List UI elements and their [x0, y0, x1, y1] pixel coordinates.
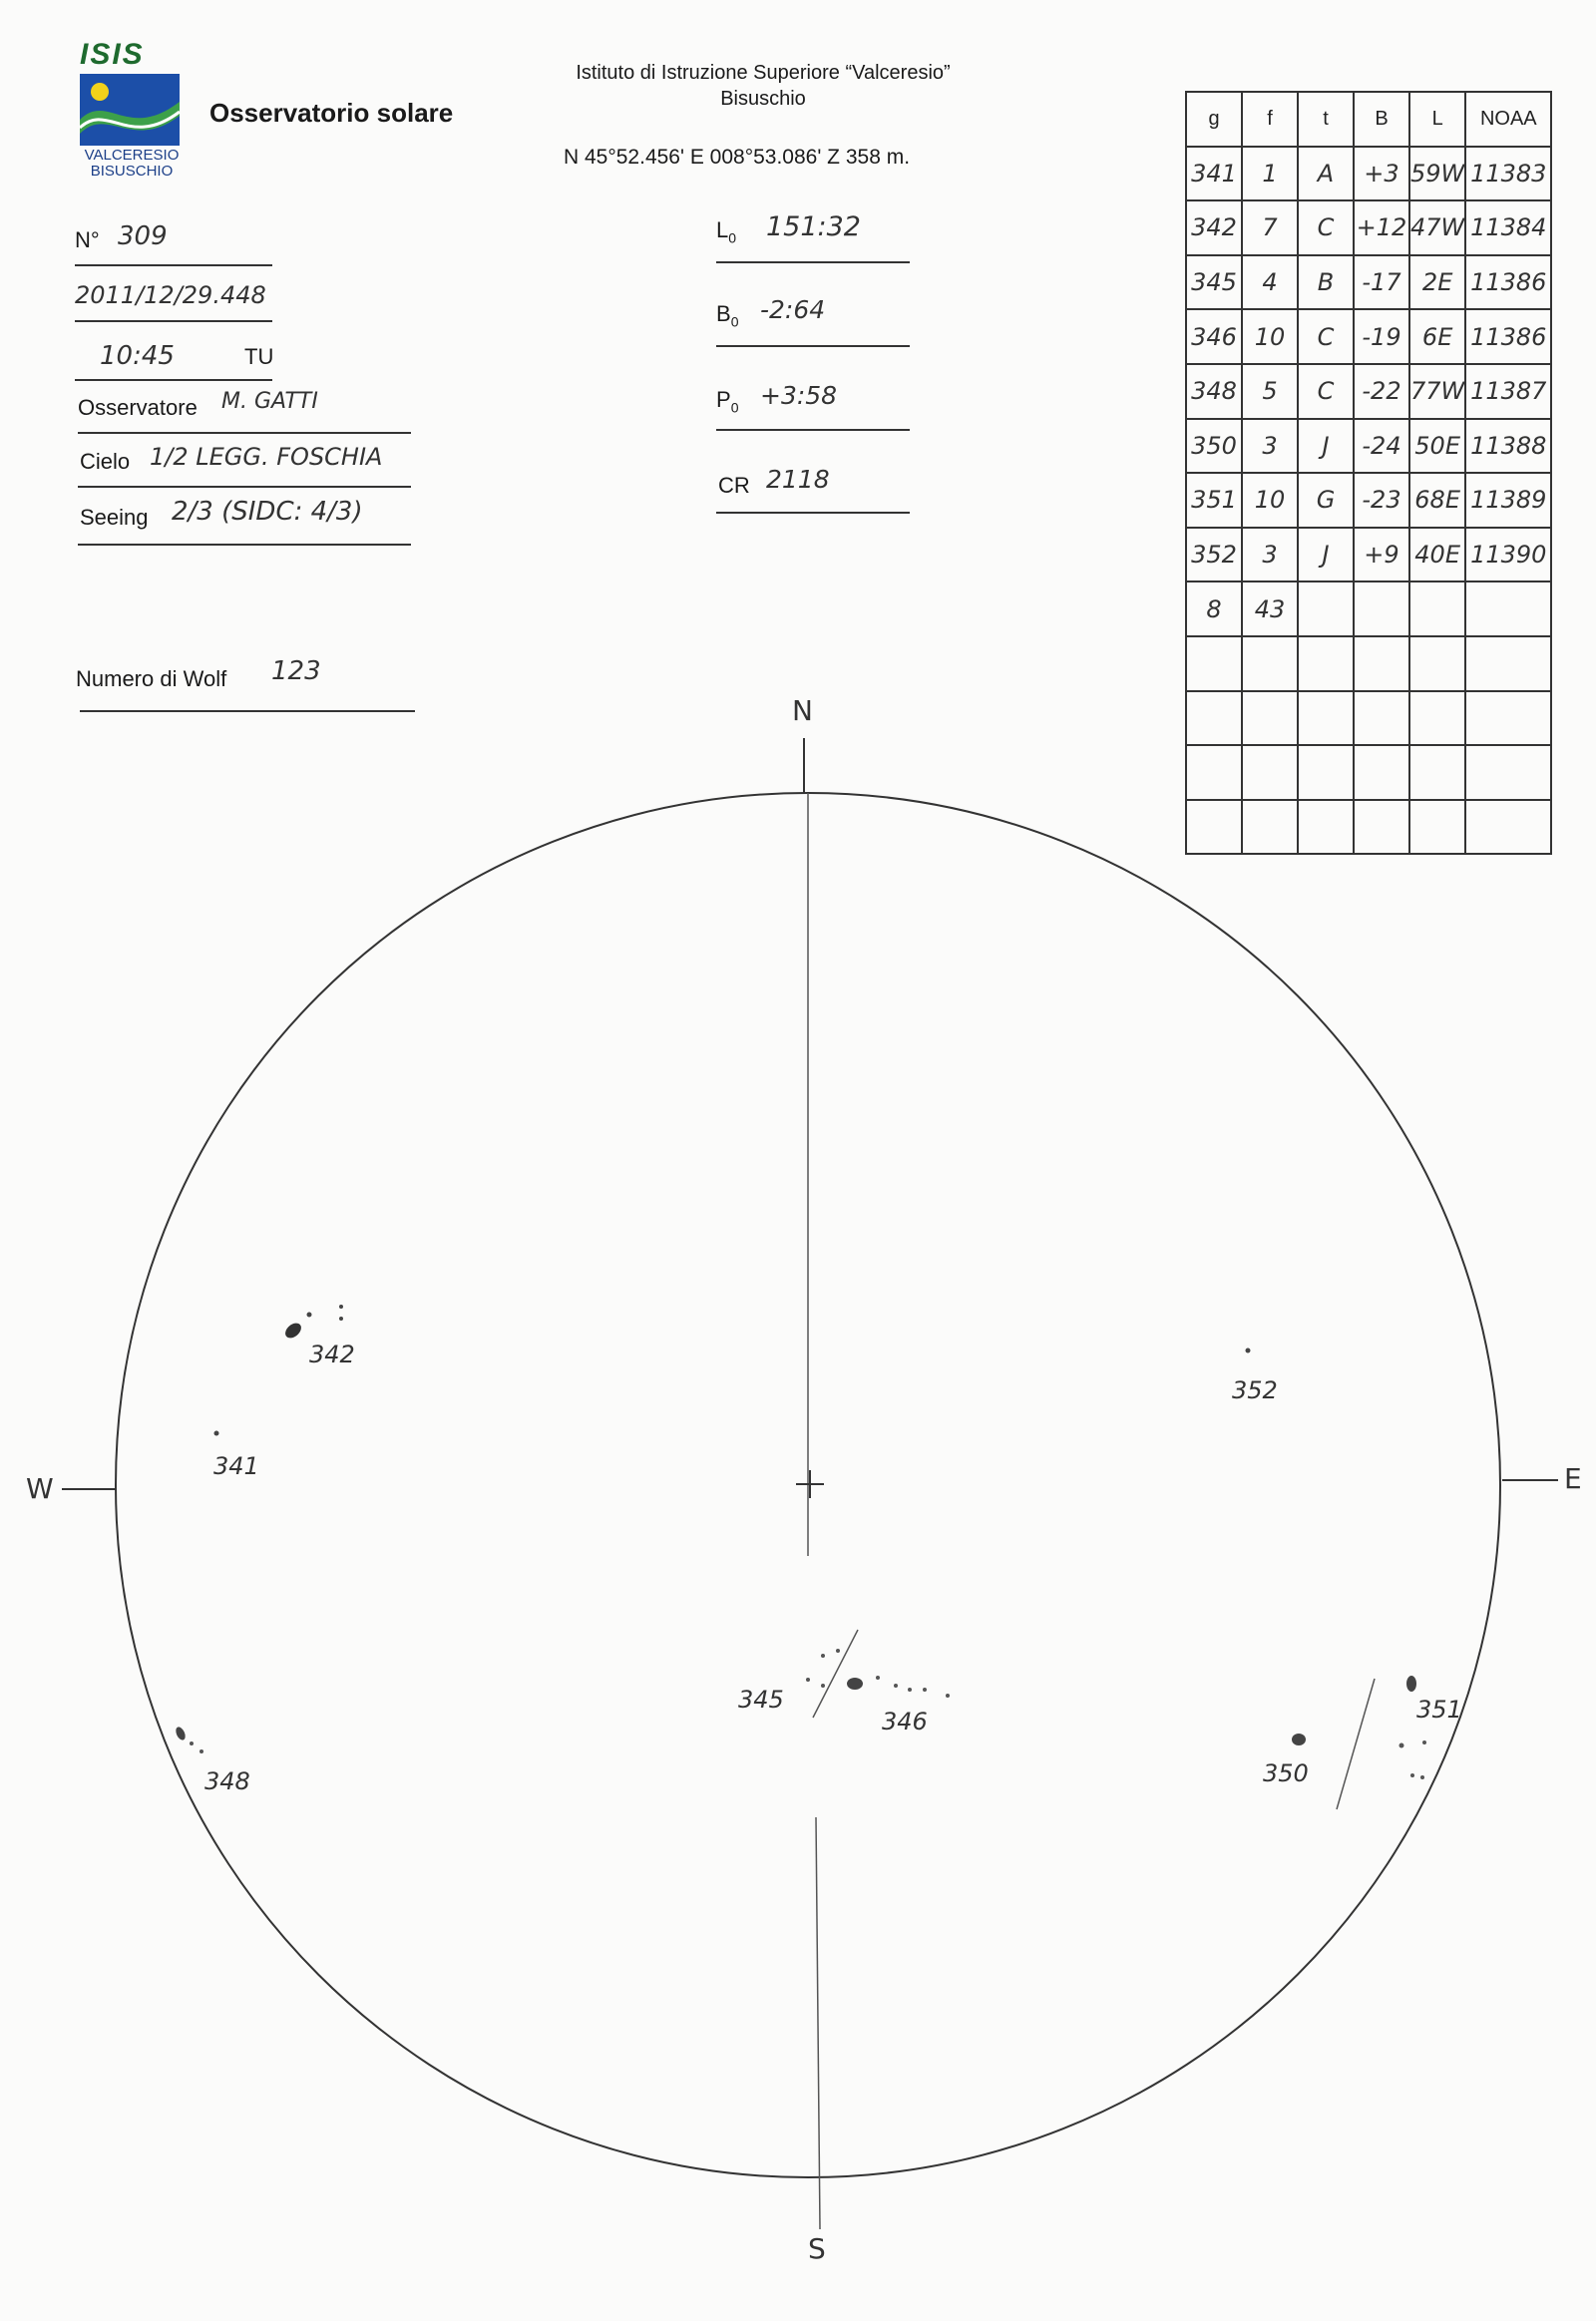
- sunspot-345-p4: [821, 1684, 825, 1688]
- col-header-l: L: [1409, 92, 1465, 147]
- cell-t: C: [1298, 364, 1354, 419]
- sunspot-351-p4: [1420, 1775, 1424, 1779]
- group-label-350: 350: [1263, 1759, 1309, 1787]
- seeing-value: 2/3 (SIDC: 4/3): [172, 497, 363, 527]
- cell-b: +9: [1354, 528, 1409, 582]
- north-label: N: [792, 694, 813, 727]
- group-label-346: 346: [882, 1708, 928, 1736]
- time-value: 10:45: [100, 341, 175, 371]
- sunspot-350: [1292, 1734, 1306, 1745]
- col-header-g: g: [1186, 92, 1242, 147]
- sky-value: 1/2 LEGG. FOSCHIA: [150, 443, 383, 471]
- cell-f: 10: [1242, 473, 1298, 528]
- sunspot-346-p1: [876, 1676, 880, 1680]
- institute-line1: Istituto di Istruzione Superiore “Valceresio”: [576, 62, 951, 84]
- sunspot-345-p3: [806, 1678, 810, 1682]
- cell-t: B: [1298, 255, 1354, 310]
- south-axis: [816, 1817, 820, 2229]
- cell-l: 59W: [1409, 147, 1465, 201]
- sunspot-352: [1246, 1349, 1251, 1354]
- wolf-label: Numero di Wolf: [76, 666, 227, 691]
- sunspot-351-p2: [1422, 1741, 1426, 1744]
- col-header-f: f: [1242, 92, 1298, 147]
- group-label-341: 341: [213, 1452, 259, 1480]
- west-label: W: [26, 1472, 54, 1505]
- cell-t: J: [1298, 528, 1354, 582]
- b0-value: -2:64: [760, 295, 826, 324]
- cell-g: 342: [1186, 200, 1242, 255]
- cell-l: 6E: [1409, 309, 1465, 364]
- cell-b: -22: [1354, 364, 1409, 419]
- group-label-352: 352: [1232, 1376, 1278, 1404]
- cell-l: 47W: [1409, 200, 1465, 255]
- group-label-348: 348: [204, 1767, 250, 1795]
- cell-g: 346: [1186, 309, 1242, 364]
- cell-b: +3: [1354, 147, 1409, 201]
- institute-line2: Bisuschio: [720, 88, 806, 110]
- cell-g: 351: [1186, 473, 1242, 528]
- cell-l: 2E: [1409, 255, 1465, 310]
- cell-noaa: 11383: [1465, 147, 1551, 201]
- cell-noaa: 11390: [1465, 528, 1551, 582]
- number-label: N°: [75, 227, 100, 252]
- cell-noaa: 11389: [1465, 473, 1551, 528]
- cell-g: 8: [1186, 581, 1242, 636]
- cell-f: 1: [1242, 147, 1298, 201]
- south-label: S: [808, 2232, 826, 2265]
- sunspot-348: [174, 1726, 187, 1741]
- sunspot-348-p2: [200, 1749, 203, 1753]
- cell-noaa: 11387: [1465, 364, 1551, 419]
- observatory-title: Osservatorio solare: [209, 98, 454, 128]
- group-separator-345: [813, 1630, 858, 1718]
- observer-label: Osservatore: [78, 395, 198, 420]
- cell-l: 77W: [1409, 364, 1465, 419]
- sunspot-346-p2: [894, 1684, 898, 1688]
- sunspot-342-p2: [339, 1305, 343, 1309]
- group-label-345: 345: [738, 1686, 784, 1714]
- wolf-value: 123: [271, 656, 321, 686]
- number-value: 309: [118, 221, 168, 251]
- cell-b: -19: [1354, 309, 1409, 364]
- east-label: E: [1564, 1462, 1582, 1495]
- cell-t: A: [1298, 147, 1354, 201]
- cell-b: -24: [1354, 419, 1409, 474]
- cell-t: J: [1298, 419, 1354, 474]
- cell-noaa: 11386: [1465, 255, 1551, 310]
- cell-noaa: 11386: [1465, 309, 1551, 364]
- sunspot-345-p1: [836, 1649, 840, 1653]
- logo-subtitle-line2: BISUSCHIO: [90, 163, 174, 180]
- l0-value: 151:32: [766, 211, 861, 242]
- cell-f: 4: [1242, 255, 1298, 310]
- cr-value: 2118: [766, 465, 830, 494]
- col-header-noaa: NOAA: [1465, 92, 1551, 147]
- date-value: 2011/12/29.448: [75, 281, 266, 309]
- sunspot-342: [282, 1321, 304, 1342]
- sunspot-348-p1: [190, 1741, 194, 1745]
- sunspot-351: [1406, 1676, 1416, 1692]
- cell-f: 3: [1242, 419, 1298, 474]
- col-header-b: B: [1354, 92, 1409, 147]
- sunspot-346-p4: [923, 1688, 927, 1692]
- cell-l: 40E: [1409, 528, 1465, 582]
- sky-label: Cielo: [80, 449, 131, 474]
- group-separator-350: [1337, 1679, 1375, 1809]
- sunspot-345-p2: [821, 1654, 825, 1658]
- sunspot-342-p3: [339, 1317, 343, 1321]
- cell-t: C: [1298, 309, 1354, 364]
- cell-g: 350: [1186, 419, 1242, 474]
- cell-g: 341: [1186, 147, 1242, 201]
- cell-l: 68E: [1409, 473, 1465, 528]
- cell-f: 5: [1242, 364, 1298, 419]
- sunspot-346-p3: [908, 1688, 912, 1692]
- observatory-coordinates: N 45°52.456' E 008°53.086' Z 358 m.: [564, 146, 911, 169]
- observer-value: M. GATTI: [221, 389, 318, 414]
- col-header-t: t: [1298, 92, 1354, 147]
- group-label-351: 351: [1416, 1696, 1462, 1724]
- sunspot-346-p5: [946, 1694, 950, 1698]
- cell-l: 50E: [1409, 419, 1465, 474]
- b0-label: $B_0$: [716, 301, 739, 330]
- cell-f: 10: [1242, 309, 1298, 364]
- group-label-342: 342: [309, 1341, 355, 1368]
- sunspot-351-p3: [1410, 1773, 1414, 1777]
- cell-g: 345: [1186, 255, 1242, 310]
- cell-b: -17: [1354, 255, 1409, 310]
- sunspot-341: [214, 1431, 219, 1436]
- cell-b: -23: [1354, 473, 1409, 528]
- cell-f: 43: [1242, 581, 1298, 636]
- cell-g: 352: [1186, 528, 1242, 582]
- seeing-label: Seeing: [80, 505, 149, 530]
- cell-g: 348: [1186, 364, 1242, 419]
- cell-b: +12: [1354, 200, 1409, 255]
- cell-t: G: [1298, 473, 1354, 528]
- cell-noaa: 11384: [1465, 200, 1551, 255]
- cell-t: C: [1298, 200, 1354, 255]
- logo-isis-text: ISIS: [80, 38, 145, 71]
- p0-value: +3:58: [760, 381, 838, 410]
- cell-f: 7: [1242, 200, 1298, 255]
- cell-f: 3: [1242, 528, 1298, 582]
- sunspot-342-p1: [307, 1313, 312, 1318]
- sunspot-346: [847, 1678, 863, 1690]
- cell-noaa: 11388: [1465, 419, 1551, 474]
- logo-subtitle-line1: VALCERESIO: [84, 147, 180, 164]
- l0-label: $L_0$: [716, 217, 737, 246]
- p0-label: $P_0$: [716, 387, 739, 416]
- sunspot-351-p1: [1399, 1743, 1404, 1748]
- time-unit: TU: [244, 344, 274, 369]
- cr-label: CR: [718, 473, 750, 498]
